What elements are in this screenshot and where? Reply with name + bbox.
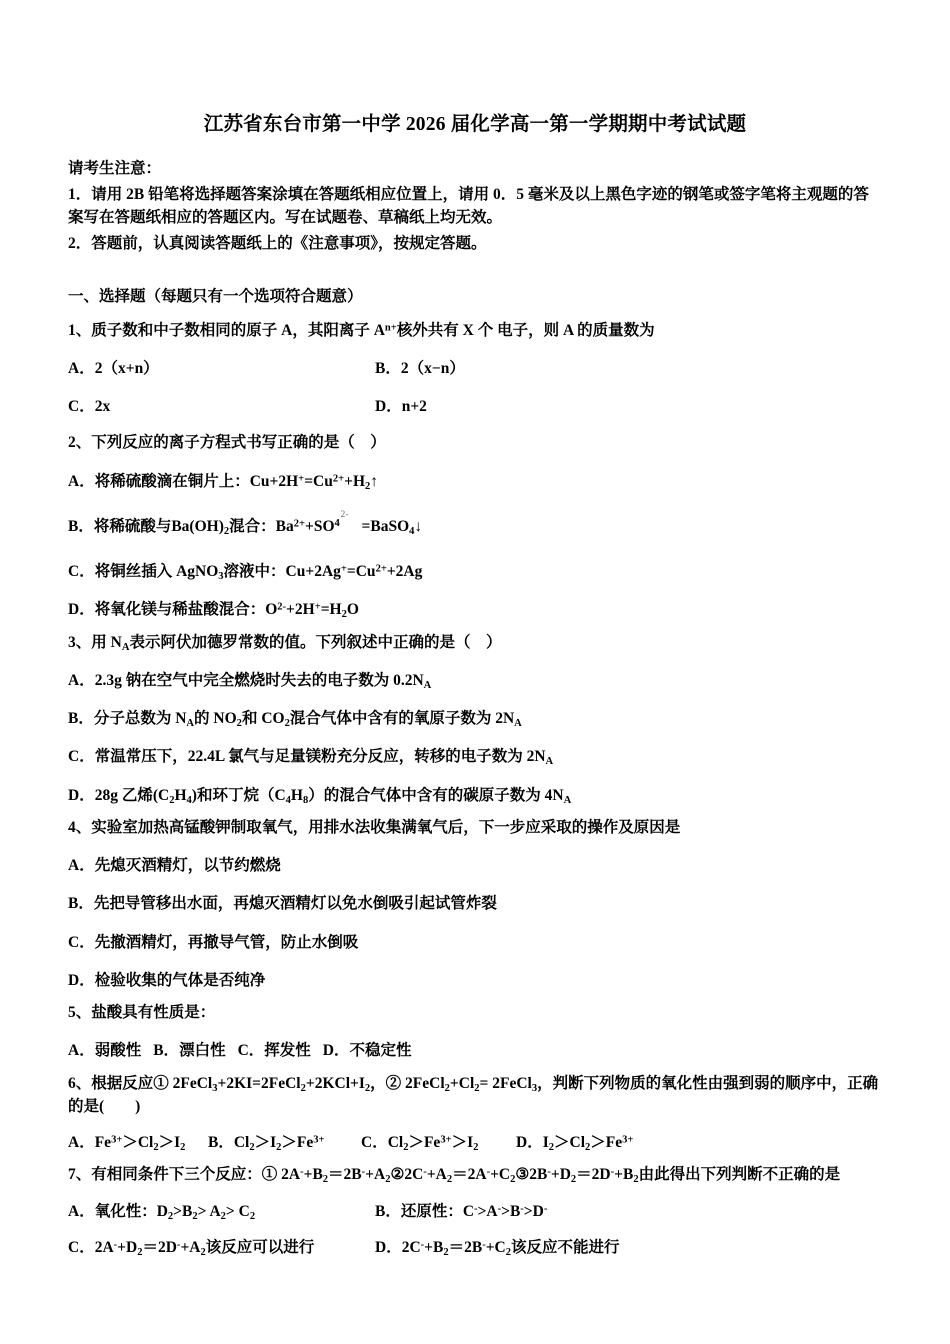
charge-superscript-2: 2+ (375, 563, 387, 575)
option-text-4: +C (485, 1238, 506, 1256)
subscript-5: 2 (570, 1174, 577, 1186)
subscript: 2 (341, 609, 347, 621)
option-text: 2（x (400, 359, 432, 377)
option-text: 2A (94, 1238, 114, 1256)
sulfate-charge-stack (334, 509, 355, 531)
charge-superscript-2: - (482, 1239, 486, 1251)
stem-text-12: +B (614, 1166, 634, 1184)
option-text-4: 混合气体中含有的氧原子数为 2N (289, 710, 515, 728)
option-label: C． (361, 1134, 388, 1152)
stem-text-6: +A (426, 1166, 447, 1184)
subscript: A (186, 718, 195, 730)
question-6-option-c[interactable] (361, 1131, 516, 1154)
option-text: 常温常压下，22.4L 氯气与足量镁粉充分反应，转移的电子数为 2N (94, 748, 546, 766)
subscript-3: 2 (220, 1210, 226, 1222)
question-2-option-d[interactable] (68, 598, 882, 621)
option-text-4: O (346, 601, 359, 619)
charge-superscript: - (474, 1203, 478, 1214)
charge-superscript-2: - (361, 1166, 366, 1178)
option-text-4: >D (523, 1202, 544, 1220)
question-1-options-row-2 (68, 395, 882, 418)
question-5-options (68, 1039, 882, 1062)
option-text-3: =Cu (346, 563, 376, 581)
section-heading-multiple-choice: 一、选择题（每题只有一个选项符合题意） (68, 288, 363, 306)
charge-superscript: 3+ (313, 1134, 325, 1146)
question-2-option-a[interactable] (68, 470, 882, 493)
subscript: 3 (218, 571, 224, 583)
question-5-stem-text: 盐酸具有性质是： (91, 1004, 216, 1022)
option-text-tail: n） (440, 359, 465, 377)
stem-text-3: ＝2B (328, 1166, 362, 1184)
question-3-option-b[interactable] (68, 707, 882, 730)
option-text: n (401, 398, 411, 416)
stem-text-5: ②2C (390, 1166, 424, 1184)
option-label: C． (68, 748, 95, 766)
question-2-stem-text: 下列反应的离子方程式书写正确的是（ ） (91, 434, 386, 452)
question-4-number: 4、 (68, 818, 92, 836)
subscript-2: 4 (186, 794, 192, 806)
option-text: 将铜丝插入 AgNO (94, 563, 219, 581)
subscript-3: 4 (285, 794, 291, 806)
subscript: 2 (365, 480, 371, 492)
option-text: 将稀硫酸滴在铜片上：Cu+2H (94, 472, 299, 490)
question-5-option-c[interactable] (238, 1042, 311, 1059)
subscript-2: 2 (585, 1142, 591, 1154)
subscript-2: 2 (300, 1082, 306, 1094)
stem-text-9: ③2B (515, 1166, 548, 1184)
charge-superscript-3: - (520, 1203, 524, 1214)
question-4-option-d[interactable] (68, 969, 882, 992)
subscript: 2 (403, 1142, 409, 1154)
option-text-3: 和 CO (241, 710, 285, 728)
stem-text-11: ＝2D (576, 1166, 611, 1184)
option-text: 2（x (94, 359, 126, 377)
option-text: 氧化性：D (94, 1202, 168, 1220)
subscript-2: 2 (180, 1142, 186, 1154)
charge-superscript-2: - (176, 1239, 181, 1251)
question-4-stem-text: 实验室加热高锰酸钾制取氧气，用排水法收集满氧气后，下一步应采取的操作及原因是 (91, 818, 681, 836)
subscript: 2 (249, 1142, 255, 1154)
option-text-2: 的 NO (194, 710, 237, 728)
subscript-6: 2 (633, 1174, 639, 1186)
charge-superscript: + (298, 473, 305, 484)
question-3-stem (68, 631, 882, 654)
charge-superscript-2: 2+ (332, 473, 345, 484)
option-text-tail: n） (134, 359, 159, 377)
stem-text-10: +D (550, 1166, 571, 1184)
option-text-5: 该反应可以进行 (205, 1238, 315, 1256)
subscript-2: 2 (236, 718, 242, 730)
option-label: D． (375, 398, 402, 416)
question-3-number: 3、 (68, 633, 92, 651)
charge-superscript: 3+ (111, 1134, 123, 1146)
option-label: D． (68, 601, 95, 619)
question-1-stem (68, 319, 882, 342)
option-text: Fe (94, 1134, 112, 1152)
option-text-3: ＞Fe (281, 1134, 314, 1152)
charge-superscript-4: - (543, 1203, 548, 1214)
subscript-4: 2 (444, 1082, 450, 1094)
option-text: Cl (387, 1134, 404, 1152)
gas-arrow: ↑ (370, 472, 379, 490)
option-text-3: > A (197, 1202, 221, 1220)
option-text-3: ＞Fe (590, 1134, 623, 1152)
option-text: 先把导管移出水面，再熄灭酒精灯以免水倒吸引起试管炸裂 (93, 895, 497, 913)
option-text-2: ＞Fe (408, 1134, 441, 1152)
stem-text-7: ，判断下列物质的氧化性由强到弱的顺序中，正确的是( ) (68, 1074, 879, 1115)
charge-superscript: 2- (277, 601, 287, 613)
notice-item-1: 1．请用 2B 铅笔将选择题答案涂填在答题纸相应位置上，请用 0．5 毫米及以上黑色字迹的钢笔或签字笔将主观题的答案写在答题纸相应的答题区内。写在试题卷、草稿纸上均无效。 (68, 185, 869, 227)
option-text: 检验收集的气体是否纯净 (94, 971, 266, 989)
question-4-option-b[interactable] (68, 892, 882, 915)
option-text: 还原性：C (400, 1202, 475, 1220)
option-text-2: 溶液中：Cu+2Ag (223, 563, 341, 581)
subscript: 2 (169, 794, 175, 806)
stem-text-7: ＝2A (452, 1166, 487, 1184)
option-text-2: 混合：Ba (229, 517, 294, 535)
question-3-option-d[interactable] (68, 784, 882, 807)
charge-superscript-5: - (547, 1166, 551, 1178)
option-text-3: ＝2D (142, 1238, 177, 1256)
option-text-3: =H (320, 601, 342, 619)
option-text-3: ＞I (158, 1134, 181, 1152)
option-text-5: ）的混合气体中含有的碳原子数为 4N (308, 786, 564, 804)
question-7-options-row-2 (68, 1236, 882, 1259)
option-text-2: =Cu (304, 472, 333, 490)
option-text-2: ＞Cl (554, 1134, 586, 1152)
subscript: A (423, 679, 432, 691)
question-2-number: 2、 (68, 434, 92, 452)
question-6-option-d[interactable] (516, 1131, 633, 1154)
option-label: C． (237, 1042, 265, 1060)
option-label: A． (68, 1202, 95, 1220)
question-1-option-c[interactable] (68, 395, 375, 418)
option-text: 将稀硫酸与Ba(OH) (93, 517, 224, 535)
question-7-options-row-1 (68, 1200, 882, 1223)
subscript-4: 2 (510, 1174, 516, 1186)
operator: + (410, 398, 420, 416)
subscript-2: 2 (276, 1142, 282, 1154)
question-4-option-c[interactable] (68, 931, 882, 954)
subscript-2: 2 (192, 1210, 198, 1222)
option-label: C． (68, 1238, 95, 1256)
question-5-option-b[interactable] (153, 1042, 225, 1059)
subscript: 2 (548, 1142, 555, 1154)
charge-superscript: - (113, 1239, 118, 1251)
stem-text-2: +2KI=2FeCl (217, 1074, 301, 1092)
option-label: B． (375, 1202, 401, 1220)
subscript-4: A (514, 718, 522, 730)
charge-superscript-2: 2- (340, 509, 349, 520)
question-5-option-a[interactable] (68, 1042, 141, 1059)
subscript-2: 4 (334, 517, 340, 529)
option-label: A． (68, 359, 95, 377)
option-text-2: +B (424, 1238, 444, 1256)
charge-superscript-2: + (314, 601, 321, 613)
subscript-3: 2 (284, 718, 290, 730)
option-text: 28g 乙烯(C (94, 786, 170, 804)
subscript-1: 2 (322, 1174, 329, 1186)
question-7-option-b[interactable] (375, 1200, 547, 1223)
option-label: D． (375, 1238, 402, 1256)
subscript-5: 2 (474, 1082, 480, 1094)
option-text-2: H (174, 786, 187, 804)
question-5-stem (68, 1001, 882, 1024)
option-text-3: +H (344, 472, 366, 490)
stem-text-4: +A (365, 1166, 386, 1184)
question-6-stem (68, 1072, 882, 1119)
option-label: B． (208, 1134, 234, 1152)
question-1-stem-text-a: 质子数和中子数相同的原子 A，其阳离子 A (91, 321, 385, 339)
option-text: 2x (94, 398, 111, 416)
option-text: 挥发性 (264, 1042, 311, 1060)
option-text-4: +A (180, 1238, 201, 1256)
subscript-5: A (563, 794, 572, 806)
option-label: D． (68, 971, 95, 989)
question-6-options-row (68, 1131, 882, 1154)
question-7-stem (68, 1163, 882, 1186)
question-1-superscript: n+ (384, 322, 397, 333)
option-text: 2.3g 钠在空气中完全燃烧时失去的电子数为 0.2N (94, 671, 424, 689)
option-text: 将氧化镁与稀盐酸混合：O (94, 601, 278, 619)
question-6-number: 6、 (68, 1074, 92, 1092)
question-6-option-a[interactable] (68, 1131, 208, 1154)
option-text: 先撤酒精灯，再撤导气管，防止水倒吸 (94, 933, 359, 951)
option-text-2: ＞Cl (122, 1134, 154, 1152)
option-text-3: ＞I (451, 1134, 474, 1152)
option-label: C． (68, 933, 95, 951)
stem-text-1: 有相同条件下三个反应：① 2A (91, 1166, 301, 1184)
option-text-4: =BaSO (361, 517, 410, 535)
stem-text-3: +2KCl+I (305, 1074, 365, 1092)
option-text-4: > C (225, 1202, 250, 1220)
question-1-option-a[interactable] (68, 357, 375, 380)
question-3-option-c[interactable] (68, 745, 882, 768)
question-7-option-d[interactable] (375, 1236, 620, 1259)
subscript: 2 (443, 1246, 449, 1258)
charge-superscript: - (420, 1239, 425, 1251)
question-1-number: 1、 (68, 321, 92, 339)
option-label: C． (68, 398, 95, 416)
option-text: 先熄灭酒精灯，以节约燃烧 (94, 857, 281, 875)
option-text-3: >B (501, 1202, 521, 1220)
question-2-option-c[interactable] (68, 560, 882, 583)
question-7-option-c[interactable] (68, 1236, 375, 1259)
option-label: C． (68, 563, 95, 581)
subscript-3: 4 (409, 525, 415, 537)
document-content (68, 0, 882, 1259)
option-text: 弱酸性 (94, 1042, 142, 1060)
stem-text-13: 由此得出下列判断不正确的是 (638, 1166, 841, 1184)
subscript-2: 2 (505, 1246, 512, 1258)
question-1-option-d[interactable] (375, 395, 427, 418)
option-text-3: )和环丁烷（C (191, 786, 286, 804)
charge-superscript-3: - (423, 1166, 427, 1178)
stem-text-8: +C (490, 1166, 511, 1184)
question-1-options-row-1 (68, 357, 882, 380)
subscript-4: 8 (302, 794, 309, 806)
subscript: 2 (153, 1142, 159, 1154)
option-text: Cl (233, 1134, 250, 1152)
subscript: A (545, 756, 554, 768)
option-label: B． (68, 710, 94, 728)
question-3-stem-text: 用 N (91, 633, 122, 651)
option-text-2: +D (117, 1238, 138, 1256)
subscript: 2 (167, 1210, 174, 1222)
option-text: I (542, 1134, 549, 1152)
option-label: A． (68, 1134, 95, 1152)
option-label: D． (516, 1134, 543, 1152)
subscript-2: 2 (385, 1174, 391, 1186)
charge-superscript-1: - (300, 1166, 304, 1178)
operator: − (431, 359, 441, 377)
option-text-2: >A (477, 1202, 498, 1220)
charge-superscript: 2+ (293, 518, 306, 530)
charge-superscript-2: - (497, 1203, 502, 1214)
subscript-1: 3 (212, 1082, 218, 1094)
notice-item-2: 2．答题前，认真阅读答题纸上的《注意事项》，按规定答题。 (68, 234, 487, 252)
option-label: B． (68, 895, 94, 913)
question-7-number: 7、 (68, 1166, 92, 1184)
option-label: D． (322, 1042, 350, 1060)
option-label: B． (375, 359, 401, 377)
option-label: B． (153, 1042, 180, 1060)
option-text: 漂白性 (179, 1042, 226, 1060)
option-label: D． (68, 786, 95, 804)
option-text-2: >B (173, 1202, 193, 1220)
charge-superscript: 3+ (622, 1134, 634, 1146)
stem-text-1: 根据反应① 2FeCl (91, 1074, 213, 1092)
option-text: 2C (401, 1238, 421, 1256)
question-5-option-d[interactable] (323, 1042, 412, 1059)
question-7-option-a[interactable] (68, 1200, 375, 1223)
option-label: A． (68, 1042, 95, 1060)
stem-text-4: ，② 2FeCl (370, 1074, 445, 1092)
question-1-option-b[interactable] (375, 357, 465, 380)
subscript-3: 2 (446, 1174, 453, 1186)
option-text-4: +2Ag (386, 563, 423, 581)
subscript-2: 2 (200, 1246, 206, 1258)
option-text-3: +SO (305, 517, 335, 535)
option-text-2: +2H (286, 601, 315, 619)
option-label: B． (68, 517, 94, 535)
option-label: A． (68, 671, 95, 689)
subscript-2: 2 (473, 1142, 479, 1154)
option-text: 不稳定性 (349, 1042, 412, 1060)
question-2-option-b[interactable] (68, 509, 882, 538)
subscript-6: 3 (531, 1082, 538, 1094)
subscript: 2 (137, 1246, 143, 1258)
question-2-stem (68, 431, 882, 454)
charge-superscript-6: - (610, 1166, 615, 1178)
option-text-tail: 2 (419, 398, 427, 416)
stem-text-5: +Cl (449, 1074, 475, 1092)
option-text: 分子总数为 N (93, 710, 187, 728)
subscript-3: 2 (364, 1082, 371, 1094)
option-label: A． (68, 857, 95, 875)
precipitate-arrow: ↓ (414, 517, 423, 535)
stem-text-2: +B (303, 1166, 323, 1184)
stem-text-6: = 2FeCl (479, 1074, 532, 1092)
option-text-5: 该反应不能进行 (511, 1238, 620, 1256)
option-text-4: H (290, 786, 303, 804)
question-1-stem-text-b: 核外共有 X 个 电子，则 A 的质量数为 (396, 321, 655, 339)
question-4-stem (68, 816, 882, 839)
operator: + (125, 359, 135, 377)
charge-superscript: + (340, 563, 347, 575)
question-5-number: 5、 (68, 1004, 92, 1022)
question-4-option-a[interactable] (68, 854, 882, 877)
option-text-2: ＞I (254, 1134, 277, 1152)
question-3-option-a[interactable] (68, 669, 882, 692)
charge-superscript-4: - (486, 1166, 491, 1178)
charge-superscript: 3+ (440, 1134, 452, 1146)
option-label: A． (68, 472, 95, 490)
question-6-option-b[interactable] (208, 1131, 361, 1154)
option-text-3: ＝2B (448, 1238, 483, 1256)
page-title: 江苏省东台市第一中学 2026 届化学高一第一学期期中考试试题 (203, 114, 747, 135)
avogadro-subscript: A (121, 641, 130, 653)
notice-heading: 请考生注意： (68, 160, 162, 178)
question-3-stem-text-2: 表示阿伏加德罗常数的值。下列叙述中正确的是（ ） (129, 633, 502, 651)
subscript: 2 (223, 525, 230, 537)
subscript-4: 2 (249, 1210, 256, 1222)
